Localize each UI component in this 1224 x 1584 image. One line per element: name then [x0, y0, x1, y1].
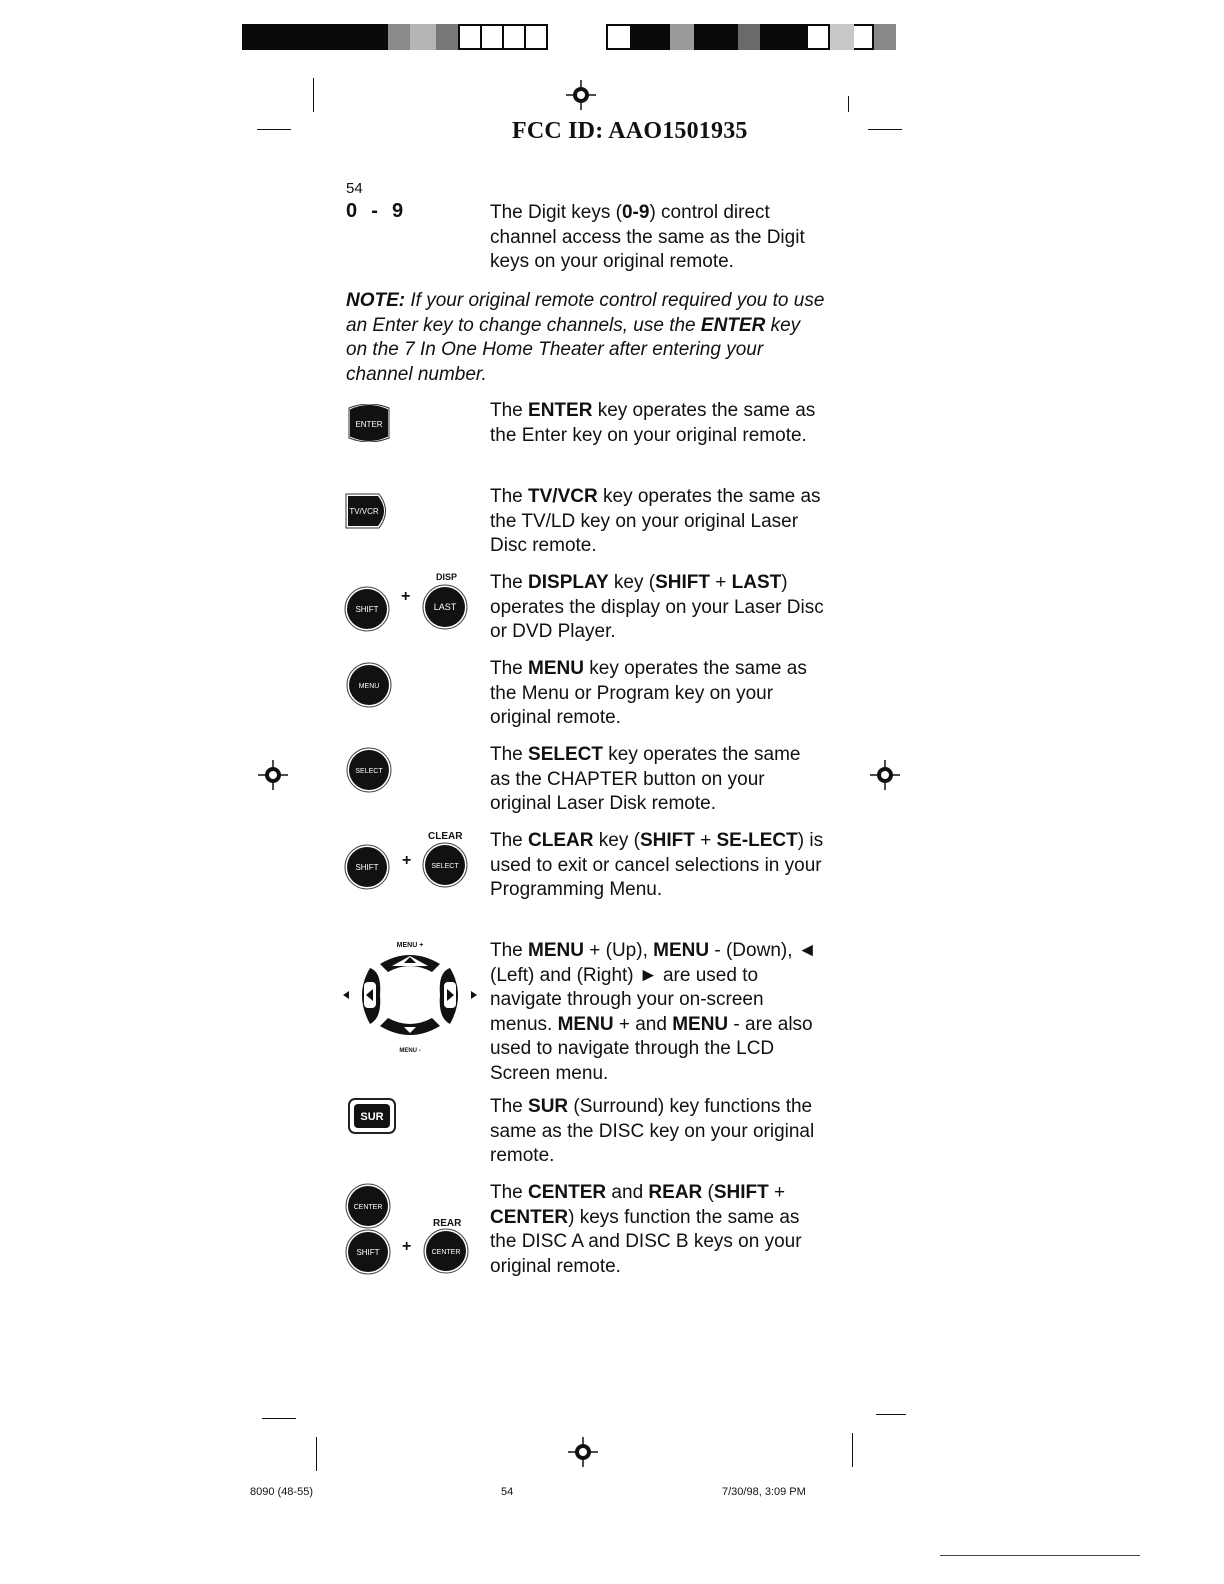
footer-timestamp: 7/30/98, 3:09 PM [722, 1486, 806, 1498]
last-key-label: LAST [433, 602, 457, 612]
plus-sign: + [401, 588, 411, 605]
scan-artifact-line [940, 1555, 1140, 1556]
registration-target-icon [568, 1437, 598, 1467]
shift-key-icon [344, 586, 390, 632]
registration-target-icon [870, 760, 900, 790]
menu-key-label: MENU [358, 683, 380, 690]
sur-key-label: SUR [360, 1111, 384, 1123]
plus-sign: + [402, 852, 412, 869]
note-paragraph: NOTE: If your original remote control required you to use an Enter key to change channels, use the ENTER key on the 7 In One Home Theater after entering your channel number. [346, 290, 825, 385]
tvvcr-description: The TV/VCR key operates the same as the TV/LD key on your original Laser Disc remote. [490, 486, 821, 556]
shift-key-label: SHIFT [356, 1248, 380, 1257]
fcc-id: FCC ID: AAO1501935 [512, 118, 748, 144]
plus-sign: + [402, 1238, 412, 1255]
tvvcr-key-label: TV/VCR [349, 507, 379, 516]
registration-bar-right [606, 24, 896, 50]
digits-label: 0 - 9 [346, 200, 405, 222]
menu-key-icon [346, 662, 392, 708]
shift-key-label: SHIFT [355, 605, 379, 614]
select-key-label: SELECT [431, 863, 459, 870]
menu-down-label: MENU - [399, 1048, 421, 1054]
shift-key-icon [345, 1229, 391, 1275]
center-key-icon [345, 1183, 391, 1229]
shift-key-label: SHIFT [355, 863, 379, 872]
select-key-icon [422, 842, 468, 888]
registration-target-icon [566, 80, 596, 110]
digits-description: The Digit keys (0-9) control direct channel access the same as the Digit keys on your original remote. [490, 202, 805, 272]
crop-mark [316, 1437, 317, 1471]
disp-label: DISP [436, 572, 458, 582]
select-key-label: SELECT [355, 768, 383, 775]
crop-mark [313, 78, 314, 112]
footer-file-name: 8090 (48-55) [250, 1486, 313, 1498]
crop-mark [852, 1433, 853, 1467]
registration-target-icon [258, 760, 288, 790]
menu-description: The MENU key operates the same as the Menu or Program key on your original remote. [490, 658, 807, 728]
crop-mark [257, 129, 291, 130]
center-key-label: CENTER [431, 1249, 461, 1256]
enter-key-label: ENTER [355, 420, 383, 429]
navigation-cluster-icon [340, 938, 480, 1054]
crop-mark [876, 1414, 906, 1415]
center-key-icon [423, 1228, 469, 1274]
shift-key-icon [344, 844, 390, 890]
crop-mark [848, 96, 849, 112]
enter-description: The ENTER key operates the same as the Enter key on your original remote. [490, 400, 816, 446]
select-key-icon [346, 747, 392, 793]
menu-up-label: MENU + [396, 942, 424, 949]
page-number: 54 [346, 180, 363, 197]
crop-mark [262, 1418, 296, 1419]
rear-label: REAR [433, 1218, 462, 1229]
last-key-icon [422, 584, 468, 630]
sur-key-icon [347, 1097, 397, 1135]
clear-label: CLEAR [428, 831, 463, 842]
center-key-label: CENTER [353, 1204, 383, 1211]
crop-mark [868, 129, 902, 130]
clear-description: The CLEAR key (SHIFT + SE-LECT) is used to exit or cancel selections in your Programming Menu. [490, 830, 824, 900]
sur-description: The SUR (Surround) key functions the same as the DISC key on your original remote. [490, 1096, 815, 1166]
center-rear-description: The CENTER and REAR (SHIFT + CENTER) keys function the same as the DISC A and DISC B keys on your original remote. [490, 1182, 802, 1277]
select-description: The SELECT key operates the same as the CHAPTER button on your original Laser Disk remote. [490, 744, 801, 814]
footer-page-number: 54 [501, 1486, 514, 1498]
enter-key-icon [345, 404, 393, 442]
tvvcr-key-icon [344, 492, 394, 530]
display-description: The DISPLAY key (SHIFT + LAST) operates the display on your Laser Disc or DVD Player. [490, 572, 824, 642]
registration-bar-left [242, 24, 548, 50]
navigation-description: The MENU + (Up), MENU - (Down), ◄ (Left) and (Right) ► are used to navigate through your on-screen menus. MENU + and MENU - are also used to navigate through the LCD Screen menu. [490, 940, 817, 1084]
